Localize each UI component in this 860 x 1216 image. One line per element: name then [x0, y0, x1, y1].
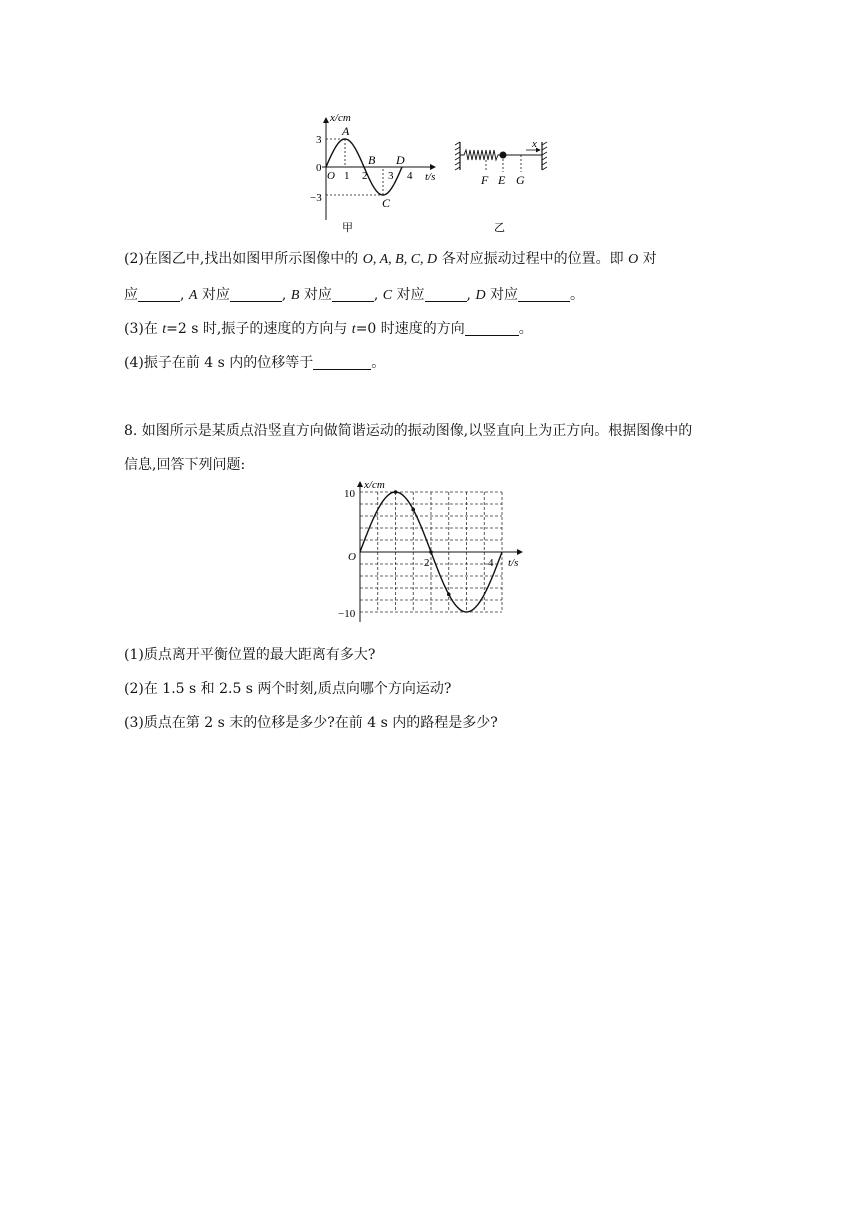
q7-var-o: O: [628, 252, 639, 267]
q8-point-1: [411, 508, 415, 512]
q7-vars: O, A, B, C, D: [362, 252, 438, 267]
q7-part4: [124, 352, 385, 372]
answer-blank-d[interactable]: [518, 287, 570, 302]
answer-blank-direction[interactable]: [465, 321, 519, 336]
q8-y-max-label: 10: [344, 488, 355, 500]
jia-tick-2: 2: [362, 170, 368, 182]
q7-text: =0 时速度的方向: [355, 321, 465, 337]
jia-point-a: A: [342, 124, 350, 138]
q7-var-t: t: [162, 322, 167, 337]
q7-text: (3)在: [124, 321, 163, 337]
q8-sub1: (1)质点离开平衡位置的最大距离有多大?: [124, 647, 376, 663]
q8-tick-4: 4: [488, 557, 494, 569]
q7-text: =2 s 时,振子的速度的方向与: [166, 321, 352, 337]
q8-axis-x-label: t/s: [508, 557, 519, 569]
q7-part2-line2: 应 , A 对应 , B 对应 , C 对应 , D 对应 。: [124, 287, 585, 303]
jia-point-d: D: [396, 153, 405, 167]
answer-blank-o[interactable]: [138, 287, 180, 302]
q7-text: 对应: [392, 287, 425, 303]
q7-text: 对应: [485, 287, 519, 303]
q7-text: 对应: [299, 287, 332, 303]
q7-text: 。: [570, 287, 585, 303]
jia-point-c: C: [382, 196, 391, 210]
q7-text: (4)振子在前 4 s 内的位移等于: [124, 355, 314, 371]
q8-origin-label: O: [348, 551, 356, 563]
jia-axis-x-label: t/s: [425, 171, 436, 183]
q8-axis-y-label: x/cm: [364, 479, 385, 491]
q7-text: 对应: [197, 287, 230, 303]
yi-point-e: E: [498, 173, 506, 187]
jia-y-top-label: 3: [316, 134, 322, 146]
jia-caption: 甲: [342, 222, 353, 234]
figure-yi-spring: [452, 136, 562, 236]
jia-axis-y-label: x/cm: [330, 112, 351, 124]
yi-axis-label: x: [532, 138, 537, 150]
q8-point-0: [394, 490, 398, 494]
q8-point-2: [429, 550, 433, 554]
yi-point-g: G: [516, 173, 525, 187]
q7-var-c: C: [382, 288, 393, 303]
q8-point-3: [447, 593, 451, 597]
q7-text: 各对应振动过程中的位置。即: [437, 251, 629, 267]
yi-spring: [460, 150, 502, 160]
q7-var-a: A: [188, 288, 198, 303]
q7-text: 。: [518, 321, 533, 337]
q8-sub3: (3)质点在第 2 s 末的位移是多少?在前 4 s 内的路程是多少?: [124, 715, 498, 731]
q7-text: 对: [638, 251, 657, 267]
answer-blank-displacement[interactable]: [313, 355, 371, 370]
answer-blank-c[interactable]: [425, 287, 467, 302]
q7-var-d: D: [475, 288, 486, 303]
q7-var-b: B: [290, 288, 300, 303]
q7-var-t: t: [351, 322, 356, 337]
jia-tick-4: 4: [407, 170, 413, 182]
jia-point-b: B: [368, 153, 376, 167]
q8-vibration-chart: [338, 478, 528, 628]
q8-tick-2: 2: [424, 557, 430, 569]
jia-tick-3: 3: [388, 170, 394, 182]
yi-point-f: F: [481, 173, 489, 187]
q7-part2-line1: [124, 248, 657, 268]
yi-caption: 乙: [494, 222, 505, 234]
q7-text: (2)在图乙中,找出如图甲所示图像中的: [124, 251, 363, 267]
q8-stem-line2: 信息,回答下列问题:: [124, 457, 246, 473]
q7-text: 。: [371, 355, 386, 371]
figure-jia-graph: [300, 108, 450, 234]
jia-origin-label: O: [327, 170, 335, 182]
jia-tick-1: 1: [344, 170, 350, 182]
q8-y-min-label: −10: [338, 608, 356, 620]
q8-sub2: (2)在 1.5 s 和 2.5 s 两个时刻,质点向哪个方向运动?: [124, 681, 452, 697]
q7-text: 应: [124, 287, 138, 303]
jia-y-zero-label: 0: [316, 162, 322, 174]
q7-part3: [124, 318, 533, 338]
q8-stem-line1: 8. 如图所示是某质点沿竖直方向做简谐运动的振动图像,以竖直向上为正方向。根据图像中的: [124, 423, 693, 439]
yi-mass-ball: [500, 152, 507, 159]
answer-blank-a[interactable]: [230, 287, 282, 302]
answer-blank-b[interactable]: [332, 287, 374, 302]
jia-y-bottom-label: −3: [310, 192, 322, 204]
